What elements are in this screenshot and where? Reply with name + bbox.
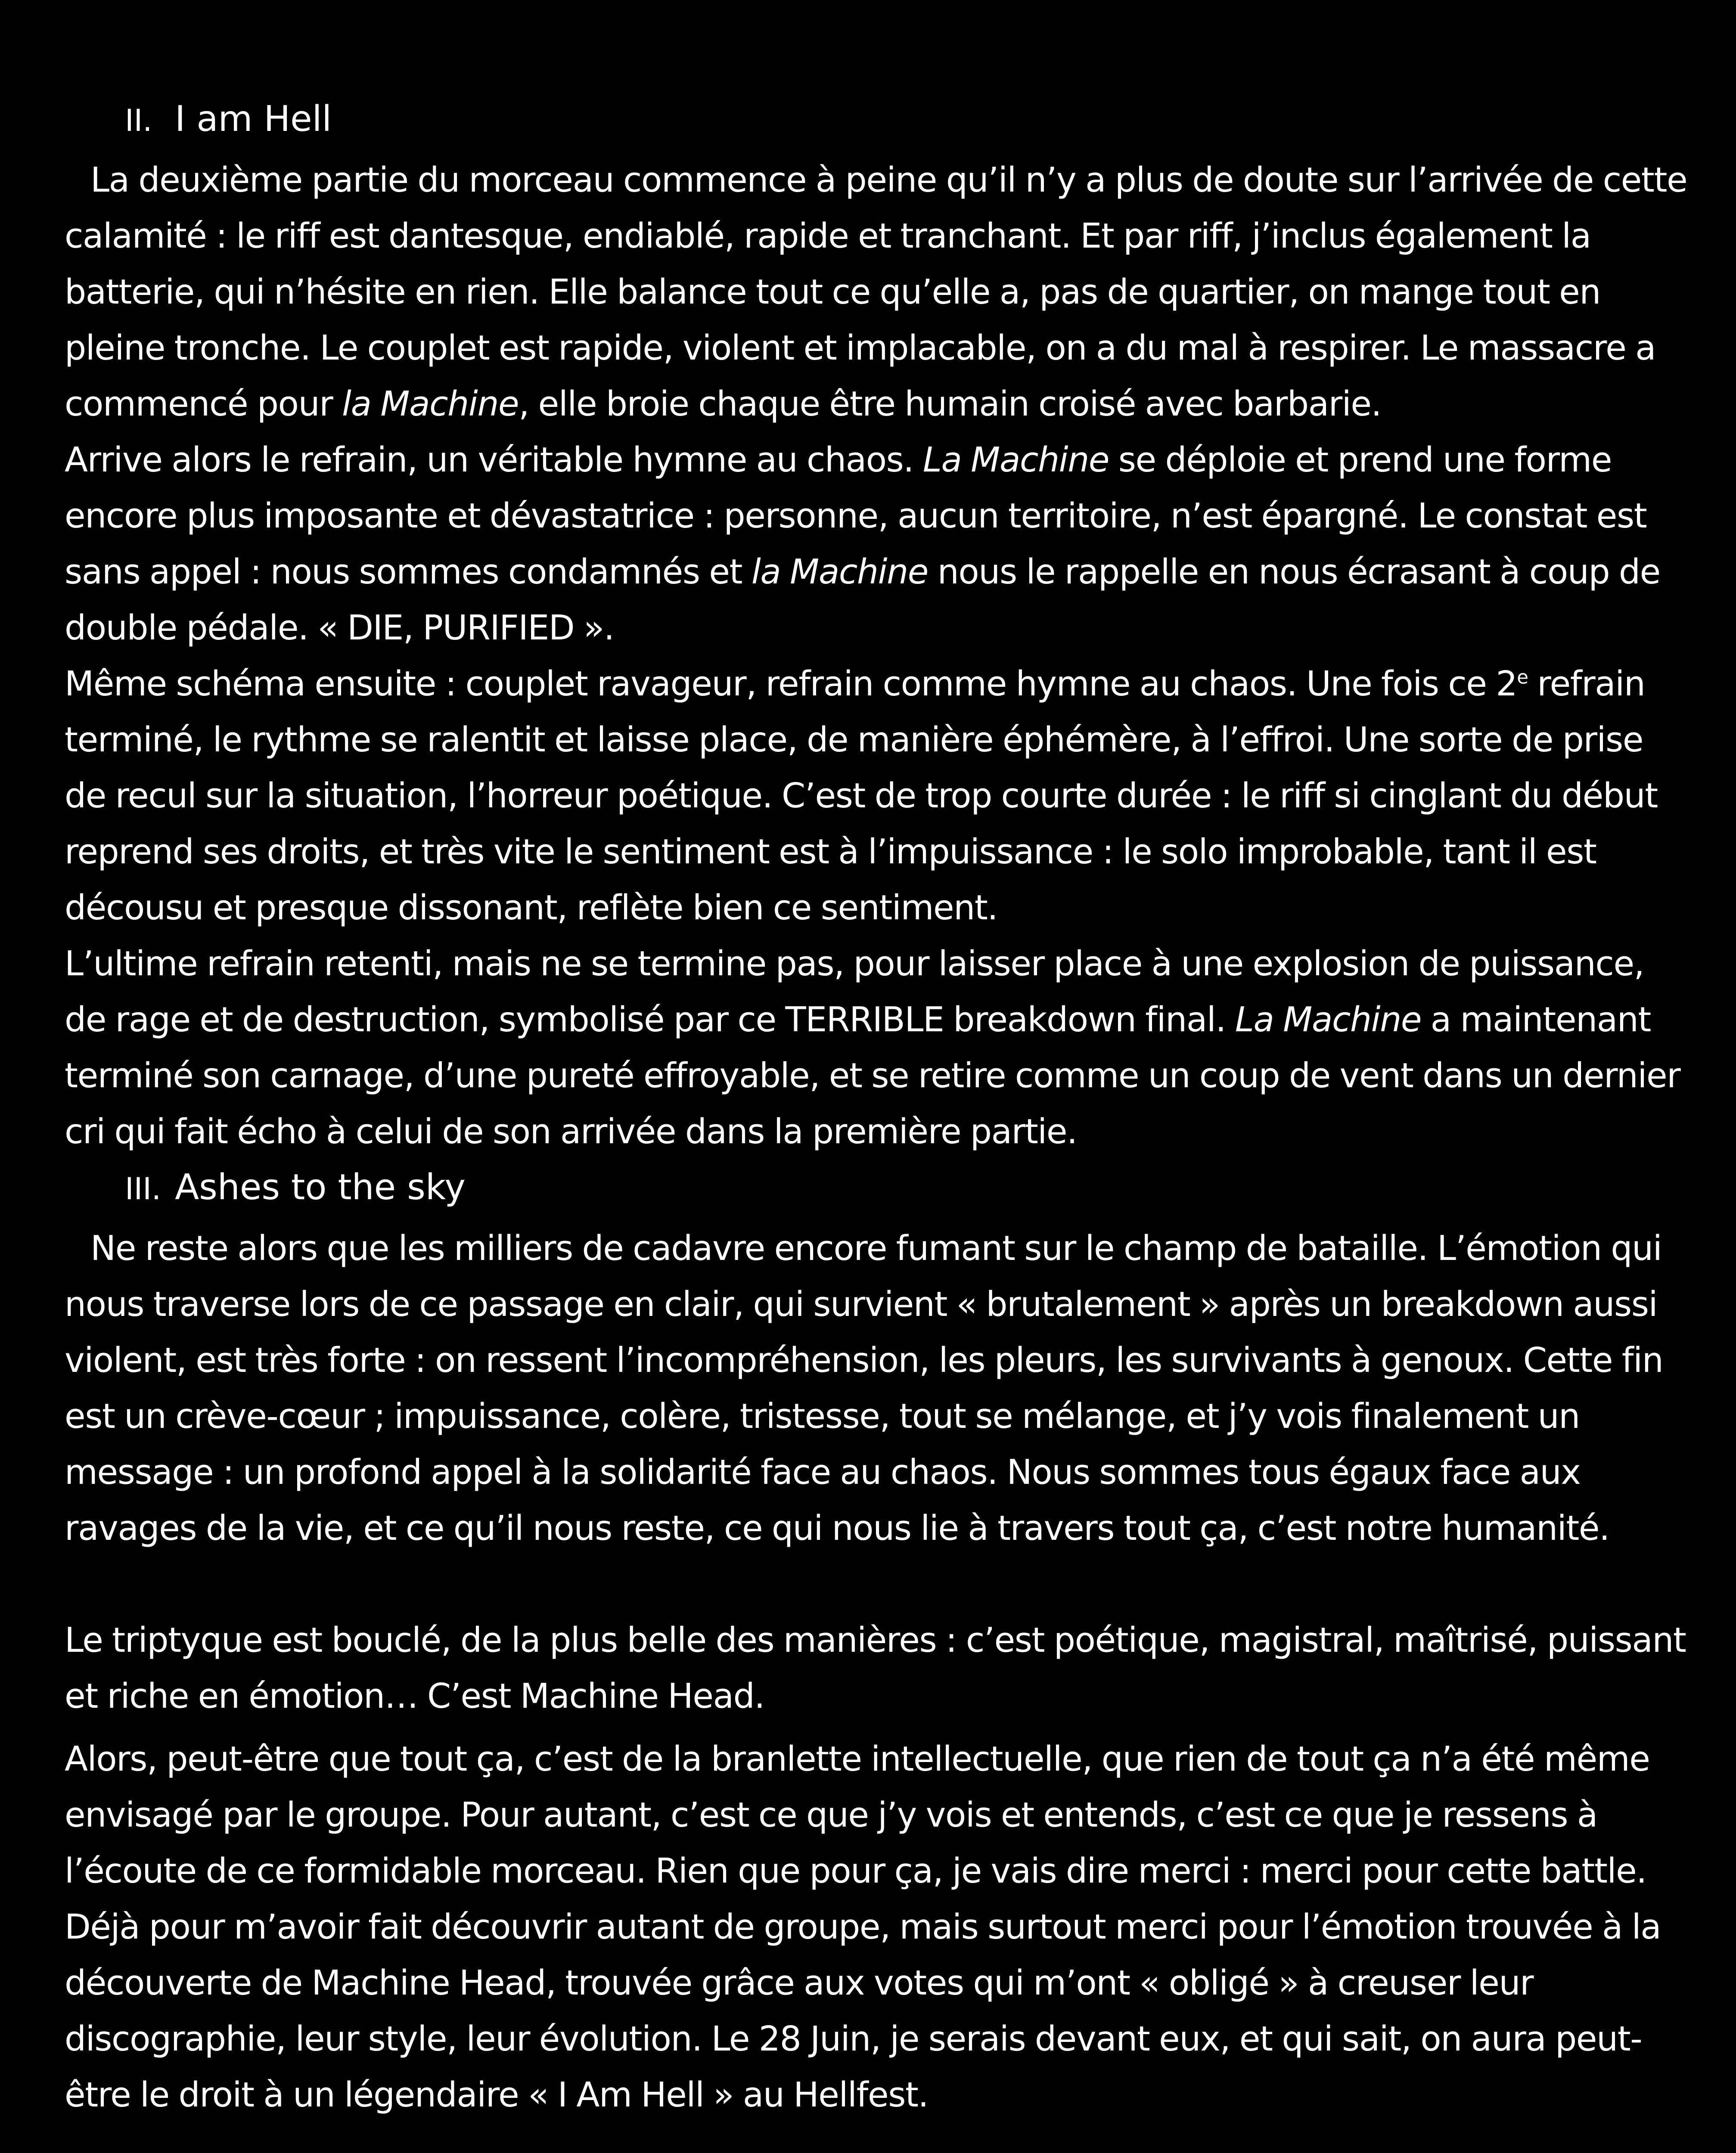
section-heading-i-am-hell [65, 91, 1693, 149]
text-run: a maintenant terminé son carnage, d’une pureté effroyable, et se retire comme un coup de vent dans un dernier cri qui fait écho à celui de son arrivée dans la première partie. [65, 1000, 1680, 1151]
spacer [65, 1556, 1693, 1612]
paragraph [65, 656, 1693, 936]
document-page [65, 91, 1693, 2123]
paragraph [65, 152, 1693, 432]
section-number: II. [125, 103, 152, 138]
emphasis: La Machine [1235, 1000, 1422, 1039]
section-heading-ashes-to-the-sky [65, 1160, 1693, 1217]
text-run: Arrive alors le refrain, un véritable hymne au chaos. [65, 440, 923, 480]
emphasis: La Machine [922, 440, 1109, 480]
emphasis: la Machine [751, 552, 928, 592]
paragraph: Alors, peut-être que tout ça, c’est de la branlette intellectuelle, que rien de tout ça n’a été même envisagé par le groupe. Pour autant, c’est ce que j’y vois et entends, c’est ce que je ressens à l’écoute de ce formidable morceau. Rien que pour ça, je vais dire merci : merci pour cette battle. Déjà pour m’avoir fait découvrir autant de groupe, mais surtout merci pour l’émotion trouvée à la découverte de Machine Head, trouvée grâce aux votes qui m’ont « obligé » à creuser leur discographie, leur style, leur évolution. Le 28 Juin, je serais devant eux, et qui sait, on aura peut-être le droit à un légendaire « I Am Hell » au Hellfest. [65, 1739, 1661, 2115]
paragraph [65, 432, 1693, 656]
emphasis: la Machine [342, 384, 519, 424]
superscript: e [1517, 667, 1528, 689]
section-title: I am Hell [175, 99, 332, 140]
text-run: nous le rappelle en nous écrasant à coup de double pédale. « DIE, PURIFIED ». [65, 552, 1660, 648]
text-run: , elle broie chaque être humain croisé avec barbarie. [519, 384, 1382, 424]
text-run: Même schéma ensuite : couplet ravageur, refrain comme hymne au chaos. Une fois ce 2 [65, 664, 1517, 704]
section-title: Ashes to the sky [175, 1167, 466, 1208]
paragraph [65, 936, 1693, 1160]
section-number: III. [125, 1171, 161, 1207]
text-run: L’ultime refrain retenti, mais ne se termine pas, pour laisser place à une explosion de puissance, de rage et de destruction, symbolisé par ce TERRIBLE breakdown final. [65, 944, 1644, 1039]
spacer [65, 1724, 1693, 1731]
text-run: La deuxième partie du morceau commence à peine qu’il n’y a plus de doute sur l’arrivée de cette calamité : le riff est dantesque, endiablé, rapide et tranchant. Et par riff, j’inclus également la batterie, qui n’hésite en rien. Elle balance tout ce qu’elle a, pas de quartier, on mange tout en pleine tronche. Le couplet est rapide, violent et implacable, on a du mal à respirer. Le massacre a commencé pour [65, 160, 1687, 424]
text-run: se déploie et prend une forme encore plus imposante et dévastatrice : personne, aucun territoire, n’est épargné. Le constat est sans appel : nous sommes condamnés et [65, 440, 1647, 592]
paragraph: Ne reste alors que les milliers de cadavre encore fumant sur le champ de bataille. L’émotion qui nous traverse lors de ce passage en clair, qui survient « brutalement » après un breakdown aussi violent, est très forte : on ressent l’incompréhension, les pleurs, les survivants à genoux. Cette fin est un crève-cœur ; impuissance, colère, tristesse, tout se mélange, et j’y vois finalement un message : un profond appel à la solidarité face au chaos. Nous sommes tous égaux face aux ravages de la vie, et ce qu’il nous reste, ce qui nous lie à travers tout ça, c’est notre humanité. [65, 1229, 1663, 1548]
text-run: refrain terminé, le rythme se ralentit et laisse place, de manière éphémère, à l’effroi. Une sorte de prise de recul sur la situation, l’horreur poétique. C’est de trop courte durée : le riff si cinglant du début reprend ses droits, et très vite le sentiment est à l’impuissance : le solo improbable, tant il est décousu et presque dissonant, reflète bien ce sentiment. [65, 664, 1658, 928]
paragraph: Le triptyque est bouclé, de la plus belle des manières : c’est poétique, magistral, maîtrisé, puissant et riche en émotion… C’est Machine Head. [65, 1620, 1686, 1716]
